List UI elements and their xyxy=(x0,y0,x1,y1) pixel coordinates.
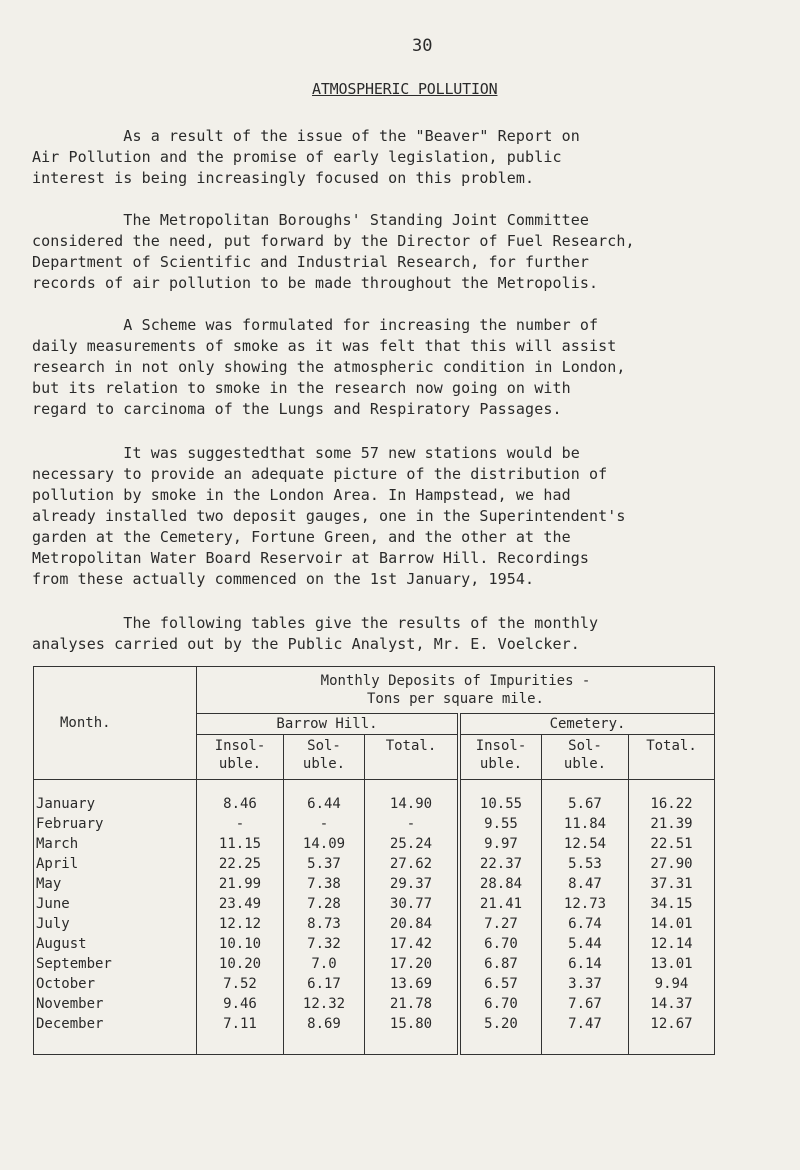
table-row xyxy=(34,780,715,815)
value-cell: 7.28 xyxy=(284,894,365,914)
header-text: Insol- xyxy=(214,738,266,754)
table-row xyxy=(34,834,715,854)
value-cell: 20.84 xyxy=(365,914,460,934)
value-cell: 5.53 xyxy=(542,854,629,874)
group-header-line-1: Monthly Deposits of Impurities - xyxy=(320,673,591,689)
month-cell: September xyxy=(34,954,197,974)
header-text: Sol- xyxy=(568,738,602,754)
header-text: uble. xyxy=(479,756,523,772)
barrow-insoluble-header xyxy=(197,735,284,780)
month-cell: February xyxy=(34,814,197,834)
value-cell: 15.80 xyxy=(365,1014,460,1055)
value-cell: 9.55 xyxy=(459,814,542,834)
table-row xyxy=(34,874,715,894)
value-cell: - xyxy=(284,814,365,834)
cemetery-insoluble-header xyxy=(459,735,542,780)
table-row xyxy=(34,854,715,874)
value-cell: 25.24 xyxy=(365,834,460,854)
value-cell: 14.01 xyxy=(629,914,715,934)
value-cell: 7.11 xyxy=(197,1014,284,1055)
value-cell: 8.69 xyxy=(284,1014,365,1055)
value-cell: 22.51 xyxy=(629,834,715,854)
value-cell: 11.84 xyxy=(542,814,629,834)
value-cell: 28.84 xyxy=(459,874,542,894)
paragraph-3: A Scheme was formulated for increasing the number of daily measurements of smoke as it was felt that this will assist research in not only showing the atmospheric condition in London, but its relation to smoke in the research now going on with regard to carcinoma of the Lungs and Respiratory Passages. xyxy=(32,316,626,418)
table-row xyxy=(34,954,715,974)
value-cell: 30.77 xyxy=(365,894,460,914)
barrow-hill-header: Barrow Hill. xyxy=(197,714,460,735)
month-cell: May xyxy=(34,874,197,894)
paragraph-2: The Metropolitan Boroughs' Standing Joint Committee considered the need, put forward by the Director of Fuel Research, Department of Scientific and Industrial Research, for further records of air pollution to be made throughout the Metropolis. xyxy=(32,211,635,292)
month-cell: December xyxy=(34,1014,197,1055)
value-cell: 7.27 xyxy=(459,914,542,934)
value-cell: 21.99 xyxy=(197,874,284,894)
value-cell: 14.09 xyxy=(284,834,365,854)
paragraph-4: It was suggestedthat some 57 new stations would be necessary to provide an adequate picture of the distribution of pollution by smoke in the London Area. In Hampstead, we had already installed two deposit gauges, one in the Superintendent's garden at the Cemetery, Fortune Green, and the other at the Metropolitan Water Board Reservoir at Barrow Hill. Recordings from these actually commenced on the 1st January, 1954. xyxy=(32,444,626,588)
value-cell: 7.52 xyxy=(197,974,284,994)
month-cell: March xyxy=(34,834,197,854)
value-cell: 7.32 xyxy=(284,934,365,954)
value-cell: 8.73 xyxy=(284,914,365,934)
month-column-header: Month. xyxy=(34,667,197,780)
table-row xyxy=(34,974,715,994)
value-cell: 12.12 xyxy=(197,914,284,934)
header-text: Sol- xyxy=(307,738,341,754)
value-cell: 9.97 xyxy=(459,834,542,854)
value-cell: 16.22 xyxy=(629,780,715,815)
cemetery-total-header: Total. xyxy=(629,735,715,780)
value-cell: 5.37 xyxy=(284,854,365,874)
value-cell: 7.38 xyxy=(284,874,365,894)
value-cell: 14.90 xyxy=(365,780,460,815)
value-cell: 10.55 xyxy=(459,780,542,815)
value-cell: 22.25 xyxy=(197,854,284,874)
month-cell: August xyxy=(34,934,197,954)
value-cell: 6.74 xyxy=(542,914,629,934)
value-cell: 14.37 xyxy=(629,994,715,1014)
header-text: uble. xyxy=(218,756,262,772)
value-cell: 12.67 xyxy=(629,1014,715,1055)
value-cell: 12.14 xyxy=(629,934,715,954)
value-cell: 34.15 xyxy=(629,894,715,914)
value-cell: 5.44 xyxy=(542,934,629,954)
barrow-soluble-header xyxy=(284,735,365,780)
value-cell: 9.94 xyxy=(629,974,715,994)
value-cell: 27.62 xyxy=(365,854,460,874)
value-cell: 13.69 xyxy=(365,974,460,994)
value-cell: 8.47 xyxy=(542,874,629,894)
table-row xyxy=(34,914,715,934)
table-row xyxy=(34,894,715,914)
value-cell: 5.20 xyxy=(459,1014,542,1055)
value-cell: 21.78 xyxy=(365,994,460,1014)
month-cell: January xyxy=(34,780,197,815)
value-cell: 21.41 xyxy=(459,894,542,914)
page-number: 30 xyxy=(412,36,433,56)
value-cell: 9.46 xyxy=(197,994,284,1014)
value-cell: 17.20 xyxy=(365,954,460,974)
cemetery-soluble-header xyxy=(542,735,629,780)
month-cell: November xyxy=(34,994,197,1014)
value-cell: 5.67 xyxy=(542,780,629,815)
table-row xyxy=(34,814,715,834)
value-cell: 7.0 xyxy=(284,954,365,974)
value-cell: 27.90 xyxy=(629,854,715,874)
table-row xyxy=(34,1014,715,1055)
value-cell: 12.32 xyxy=(284,994,365,1014)
page-title: ATMOSPHERIC POLLUTION xyxy=(312,80,498,98)
header-text: Insol- xyxy=(475,738,527,754)
value-cell: 13.01 xyxy=(629,954,715,974)
group-header-line-2: Tons per square mile. xyxy=(366,691,544,707)
value-cell: 23.49 xyxy=(197,894,284,914)
value-cell: - xyxy=(365,814,460,834)
value-cell: 6.87 xyxy=(459,954,542,974)
value-cell: 10.20 xyxy=(197,954,284,974)
paragraph-1: As a result of the issue of the "Beaver" Report on Air Pollution and the promise of early legislation, public interest is being increasingly focused on this problem. xyxy=(32,127,580,187)
value-cell: 29.37 xyxy=(365,874,460,894)
value-cell: 12.73 xyxy=(542,894,629,914)
barrow-total-header: Total. xyxy=(365,735,460,780)
month-cell: April xyxy=(34,854,197,874)
cemetery-header: Cemetery. xyxy=(459,714,715,735)
value-cell: 6.70 xyxy=(459,934,542,954)
value-cell: 37.31 xyxy=(629,874,715,894)
paragraph-5: The following tables give the results of the monthly analyses carried out by the Public Analyst, Mr. E. Voelcker. xyxy=(32,614,599,653)
value-cell: 6.57 xyxy=(459,974,542,994)
deposits-table xyxy=(33,666,715,1055)
value-cell: 6.17 xyxy=(284,974,365,994)
value-cell: - xyxy=(197,814,284,834)
value-cell: 21.39 xyxy=(629,814,715,834)
value-cell: 6.14 xyxy=(542,954,629,974)
value-cell: 7.67 xyxy=(542,994,629,1014)
month-cell: October xyxy=(34,974,197,994)
table-row xyxy=(34,934,715,954)
value-cell: 22.37 xyxy=(459,854,542,874)
value-cell: 11.15 xyxy=(197,834,284,854)
value-cell: 6.44 xyxy=(284,780,365,815)
value-cell: 8.46 xyxy=(197,780,284,815)
group-header xyxy=(197,667,715,714)
value-cell: 3.37 xyxy=(542,974,629,994)
value-cell: 7.47 xyxy=(542,1014,629,1055)
month-cell: July xyxy=(34,914,197,934)
table-row xyxy=(34,994,715,1014)
value-cell: 10.10 xyxy=(197,934,284,954)
header-text: uble. xyxy=(302,756,346,772)
value-cell: 12.54 xyxy=(542,834,629,854)
header-text: uble. xyxy=(563,756,607,772)
value-cell: 6.70 xyxy=(459,994,542,1014)
month-cell: June xyxy=(34,894,197,914)
table-body xyxy=(34,780,715,1055)
value-cell: 17.42 xyxy=(365,934,460,954)
